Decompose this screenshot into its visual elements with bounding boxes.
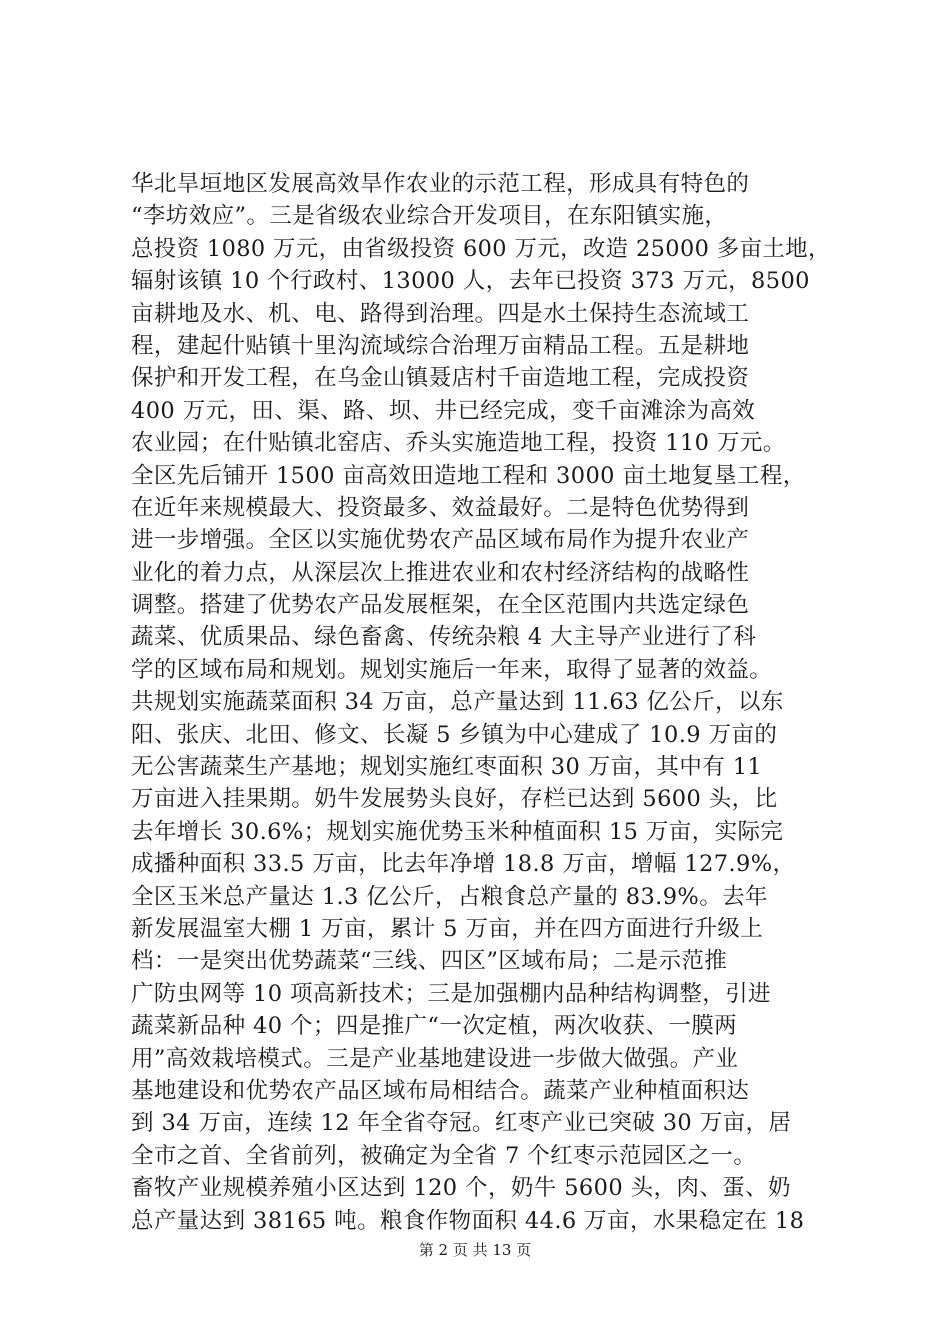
text-line: 程，建起什贴镇十里沟流域综合治理万亩精品工程。五是耕地 (131, 332, 750, 359)
text-line: 蔬菜新品种 40 个；四是推广“一次定植，两次收获、一膜两 (131, 1013, 738, 1040)
text-line: 新发展温室大棚 1 万亩，累计 5 万亩，并在四方面进行升级上 (131, 915, 764, 942)
text-line: 蔬菜、优质果品、绿色畜禽、传统杂粮 4 大主导产业进行了科 (131, 624, 757, 651)
text-line: 学的区域布局和规划。规划实施后一年来，取得了显著的效益。 (131, 656, 773, 683)
text-line: 万亩进入挂果期。奶牛发展势头良好，存栏已达到 5600 头，比 (131, 786, 778, 813)
text-line: 业化的着力点，从深层次上推进农业和农村经济结构的战略性 (131, 559, 750, 586)
text-line: 广防虫网等 10 项高新技术；三是加强棚内品种结构调整，引进 (131, 980, 771, 1007)
text-line: 在近年来规模最大、投资最多、效益最好。二是特色优势得到 (131, 494, 750, 521)
text-line: 全区先后铺开 1500 亩高效田造地工程和 3000 亩土地复垦工程， (131, 462, 806, 489)
text-line: “李坊效应”。三是省级农业综合开发项目，在东阳镇实施， (131, 203, 728, 230)
text-line: 总产量达到 38165 吨。粮食作物面积 44.6 万亩，水果稳定在 18 (131, 1207, 805, 1234)
text-line: 华北旱垣地区发展高效旱作农业的示范工程，形成具有特色的 (131, 171, 750, 197)
text-line: 无公害蔬菜生产基地；规划实施红枣面积 30 万亩，其中有 11 (131, 754, 763, 781)
text-line: 总投资 1080 万元，由省级投资 600 万元，改造 25000 多亩土地， (131, 235, 831, 262)
text-line: 农业园；在什贴镇北窑店、乔头实施造地工程，投资 110 万元。 (131, 430, 786, 457)
text-line: 去年增长 30.6%；规划实施优势玉米种植面积 15 万亩，实际完 (131, 818, 784, 845)
text-line: 辐射该镇 10 个行政村、13000 人，去年已投资 373 万元，8500 (131, 268, 810, 295)
page-footer: 第 2 页 共 13 页 (418, 1241, 532, 1259)
text-line: 调整。搭建了优势农产品发展框架，在全区范围内共选定绿色 (131, 592, 750, 619)
text-line: 档：一是突出优势蔬菜“三线、四区”区域布局；二是示范推 (131, 948, 728, 975)
text-line: 共规划实施蔬菜面积 34 万亩，总产量达到 11.63 亿公斤，以东 (131, 689, 784, 716)
text-line: 进一步增强。全区以实施优势农产品区域布局作为提升农业产 (131, 527, 750, 554)
text-line: 到 34 万亩，连续 12 年全省夺冠。红枣产业已突破 30 万亩，居 (131, 1110, 792, 1137)
body-text (131, 168, 831, 1237)
text-line: 基地建设和优势农产品区域布局相结合。蔬菜产业种植面积达 (131, 1077, 750, 1104)
text-line: 全市之首、全省前列，被确定为全省 7 个红枣示范园区之一。 (131, 1142, 757, 1169)
text-line: 保护和开发工程，在乌金山镇聂店村千亩造地工程，完成投资 (131, 365, 750, 392)
text-line: 400 万元，田、渠、路、坝、井已经完成，变千亩滩涂为高效 (131, 397, 756, 424)
text-line: 全区玉米总产量达 1.3 亿公斤，占粮食总产量的 83.9%。去年 (131, 883, 768, 910)
text-line: 阳、张庆、北田、修文、长凝 5 乡镇为中心建成了 10.9 万亩的 (131, 721, 778, 748)
text-line: 用”高效栽培模式。三是产业基地建设进一步做大做强。产业 (131, 1045, 739, 1072)
text-line: 亩耕地及水、机、电、路得到治理。四是水土保持生态流域工 (131, 300, 750, 327)
text-line: 畜牧产业规模养殖小区达到 120 个，奶牛 5600 头，肉、蛋、奶 (131, 1175, 791, 1202)
text-line: 成播种面积 33.5 万亩，比去年净增 18.8 万亩，增幅 127.9%， (131, 851, 796, 878)
